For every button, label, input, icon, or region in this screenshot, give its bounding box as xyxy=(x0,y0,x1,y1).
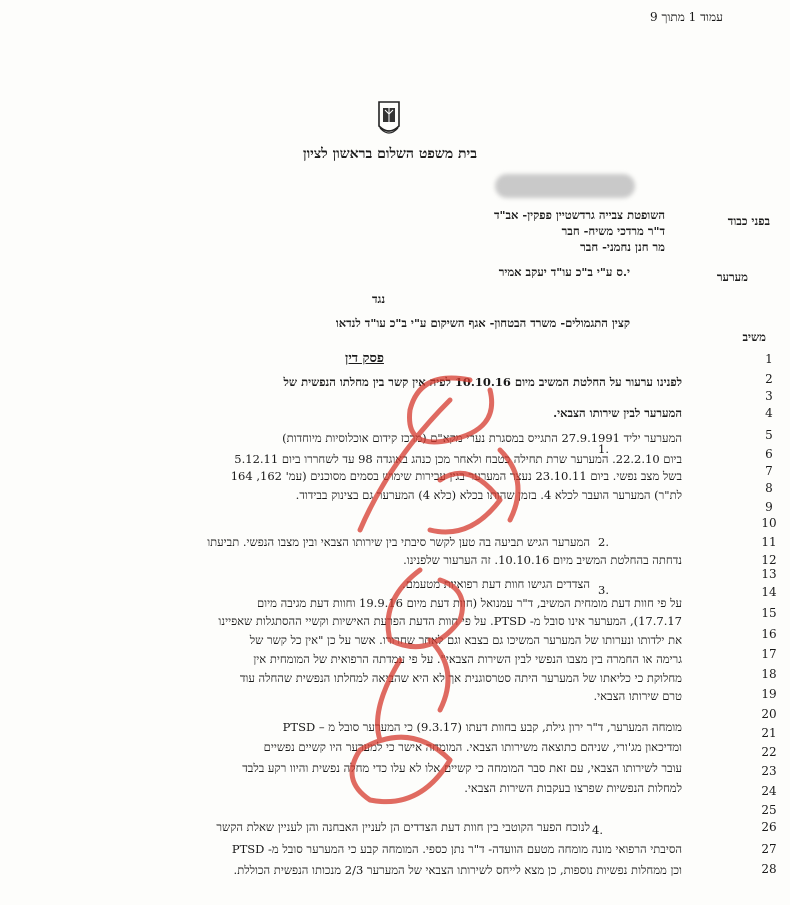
respondent-name: קצין התגמולים- משרד הבטחון- אגף השיקום ע"י ב"כ עו"ד לנדאו xyxy=(335,316,630,330)
appellant-name: י.ס ע"י ב"כ עו"ד יעקב אמיר xyxy=(498,265,630,279)
label-appellant: מערער xyxy=(716,270,748,284)
line-number: 22 xyxy=(761,745,777,759)
body-line: ביום 22.2.10. המערער שרת תחילה כטבח ולאחר מכן כנהג באוגדה 98 עד לשחררו ביום 5.12.11 xyxy=(234,452,682,466)
paragraph-number: 2. xyxy=(598,535,609,549)
body-line: על פי חוות דעת מומחית המשיב, ד"ר עמנואל (חוות דעת מיום 19.9.16 וחוות דעת מגיבה מיום xyxy=(256,596,682,610)
line-number: 9 xyxy=(765,500,773,514)
line-number: 23 xyxy=(761,764,777,778)
line-number: 7 xyxy=(765,464,773,478)
line-number: 24 xyxy=(761,784,777,798)
redaction-mark xyxy=(495,174,635,198)
line-number: 1 xyxy=(765,352,773,366)
judge-2: ד"ר מרדכי משיח- חבר xyxy=(561,224,665,238)
line-number: 20 xyxy=(761,707,777,721)
paragraph-number: 3. xyxy=(598,583,609,597)
line-number: 17 xyxy=(761,647,777,661)
body-line: את ילדותו ונערותו של המערער המשיכו גם בצבא וגם לאחר שחרורו. אשר על כן "אין כל קשר של xyxy=(249,633,682,647)
body-line: המערער יליד 27.9.1991 התגייס במסגרת נערי מקא"ם (מרכז קידום אוכלוסיות מיוחדות) xyxy=(282,431,682,445)
body-line: המערער הגיש תביעה בה טען לקשר סיבתי בין שירותו הצבאי ובין מצבו הנפשי. תביעתו xyxy=(207,535,590,549)
label-respondent: משיב xyxy=(742,330,766,344)
label-versus: נגד xyxy=(372,292,386,306)
line-number: 25 xyxy=(761,803,777,817)
line-number: 19 xyxy=(761,687,777,701)
judge-3: מר חנן נחמני- חבר xyxy=(580,240,665,254)
line-number: 21 xyxy=(761,726,777,740)
line-number: 11 xyxy=(761,535,777,549)
body-line: הסיבתי הרפואי מונה מומחה מטעם הוועדה- ד"ר נתן כספי. המומחה קבע כי המערער סובל מ- PTSD xyxy=(231,842,682,856)
page-number-header: עמוד 1 מתוך 9 xyxy=(650,10,723,24)
state-emblem-icon xyxy=(376,100,402,138)
body-line: הצדדים הגישו חוות דעת רפואיות מטעמם. xyxy=(402,577,590,591)
body-line: למחלות הנפשיות שפרצו בעקבות השירות הצבאי. xyxy=(464,781,682,795)
body-line: לנוכח הפער הקוטבי בין חוות דעת הצדדים הן לעניין האבחנה והן לעניין שאלת הקשר xyxy=(216,820,590,834)
body-line: מומחה המערער, ד"ר ירון גילת, קבע בחוות דעתו (9.3.17) כי המערער סובל מ – PTSD xyxy=(282,720,682,734)
line-number: 12 xyxy=(761,553,777,567)
body-line: לת"ר) המערער הועבר לכלא 4. בזמן שהותו בכלא (כלא 4) המערער גם בצינוק בבידוד. xyxy=(295,488,682,502)
body-line: 17.7.17), המערער אינו סובל מ- PTSD. על פי חוות הדעת הפרעת האישיות וקשיי ההסתגלות שאפיינו xyxy=(218,614,682,628)
line-number: 18 xyxy=(761,667,777,681)
line-number: 27 xyxy=(761,842,777,856)
body-line: לפנינו ערעור על החלטת המשיב מיום 10.10.16 לפיה אין קשר בין מחלתו הנפשית של xyxy=(283,375,682,389)
paragraph-number: 1. xyxy=(598,442,609,456)
body-line: עובר לשירותו הצבאי, עם זאת סבר המומחה כי קשיים אלו לא עלו כדי מחלה נפשית והיוו רקע בלבד xyxy=(242,761,682,775)
body-line: טרם שירותו הצבאי. xyxy=(593,689,682,703)
line-number: 2 xyxy=(765,372,773,386)
body-line: וכן ממחלות נפשיות נוספות, כן מצא לייחס לשירותו הצבאי של המערער 2/3 מנכותו הנפשית הכוללת. xyxy=(233,863,682,877)
line-number: 26 xyxy=(761,820,777,834)
line-number: 10 xyxy=(761,516,777,530)
paragraph-number: 4. xyxy=(592,823,603,837)
line-number: 16 xyxy=(761,627,777,641)
judge-1: השופטת צבייה גרדשטיין פפקין- אב"ד xyxy=(493,208,665,222)
line-number: 14 xyxy=(761,585,777,599)
line-number: 4 xyxy=(765,406,773,420)
body-line: גרימה או החמרה בין מצבו הנפשי לבין השירות הצבאי". על פי עמדתה הרפואית של המומחית אין xyxy=(253,652,682,666)
line-number: 6 xyxy=(765,447,773,461)
body-line: בשל מצב נפשי. ביום 23.10.11 נעצר המערער בגין עבירות שימוש בסמים מסוכנים (עמ' 162, 164 xyxy=(230,469,682,483)
label-before: בפני כבוד xyxy=(727,214,770,228)
court-name: בית משפט השלום בראשון לציון xyxy=(303,146,477,162)
verdict-title: פסק דין xyxy=(345,351,384,366)
line-number: 15 xyxy=(761,606,777,620)
line-number: 28 xyxy=(761,862,777,876)
line-number: 3 xyxy=(765,389,773,403)
body-line: המערער לבין שירותו הצבאי. xyxy=(553,406,682,420)
body-line: נדחתה בהחלטת המשיב מיום 10.10.16. זה הערעור שלפנינו. xyxy=(403,553,682,567)
line-number: 8 xyxy=(765,481,773,495)
body-line: ומדיכאון מג'ורי, שניהם כתוצאה משירותו הצבאי. המומחה אישר כי למערער היו קשיים נפשיים xyxy=(263,740,682,754)
line-number: 13 xyxy=(761,567,777,581)
line-number: 5 xyxy=(765,428,773,442)
body-line: מחלוקת כי כליאתו של המערער היתה סטרסוגנית אך לא היא שהביאה למחלתו הנפשית שהחלה עוד xyxy=(239,671,682,685)
